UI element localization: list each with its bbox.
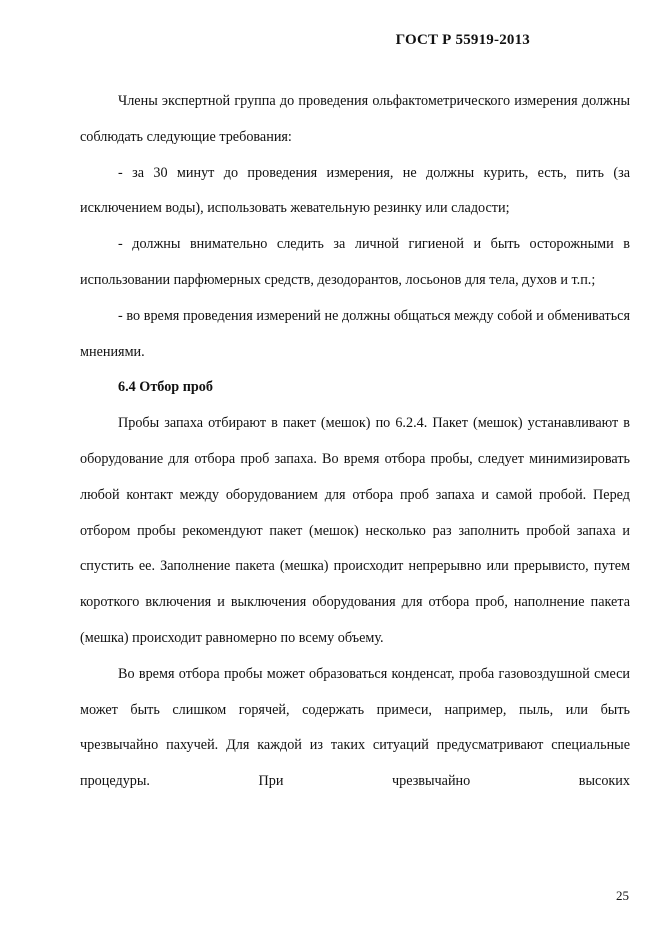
document-body xyxy=(80,84,630,800)
standard-header: ГОСТ Р 55919-2013 xyxy=(395,32,530,48)
page-number: 25 xyxy=(616,888,629,903)
paragraph-sampling: Пробы запаха отбирают в пакет (мешок) по 6.2.4. Пакет (мешок) устанавливают в оборудование для отбора проб запаха. Во время отбора пробы, следует минимизировать любой контакт между оборудованием для отбора проб запаха и самой пробой. Перед отбором пробы рекомендуют пакет (мешок) несколько раз заполнить пробой запаха и спустить ее. Заполнение пакета (мешка) происходит непрерывно или прерывисто, путем короткого включения и выключения оборудования для отбора проб, наполнение пакета (мешка) происходит равномерно по всему объему. xyxy=(80,415,630,646)
paragraph-requirement-hygiene: - должны внимательно следить за личной гигиеной и быть осторожными в использовании парфюмерных средств, дезодорантов, лосьонов для тела, духов и т.п.; xyxy=(80,236,630,288)
paragraph-requirement-no-communication: - во время проведения измерений не должны общаться между собой и обмениваться мнениями. xyxy=(80,307,630,360)
paragraph-condensate: Во время отбора пробы может образоваться конденсат, проба газовоздушной смеси может быть слишком горячей, содержать примеси, например, пыль, или быть чрезвычайно пахучей. Для каждой из таких ситуаций предусматривают специальные процедуры. При чрезвычайно высоких xyxy=(80,665,630,790)
paragraph-requirements-intro: Члены экспертной группа до проведения ольфактометрического измерения должны соблюдать следующие требования: xyxy=(80,93,630,145)
section-heading: 6.4 Отбор проб xyxy=(118,379,213,396)
paragraph-requirement-no-smoking: - за 30 минут до проведения измерения, не должны курить, есть, пить (за исключением воды), использовать жевательную резинку или сладости; xyxy=(80,164,630,217)
